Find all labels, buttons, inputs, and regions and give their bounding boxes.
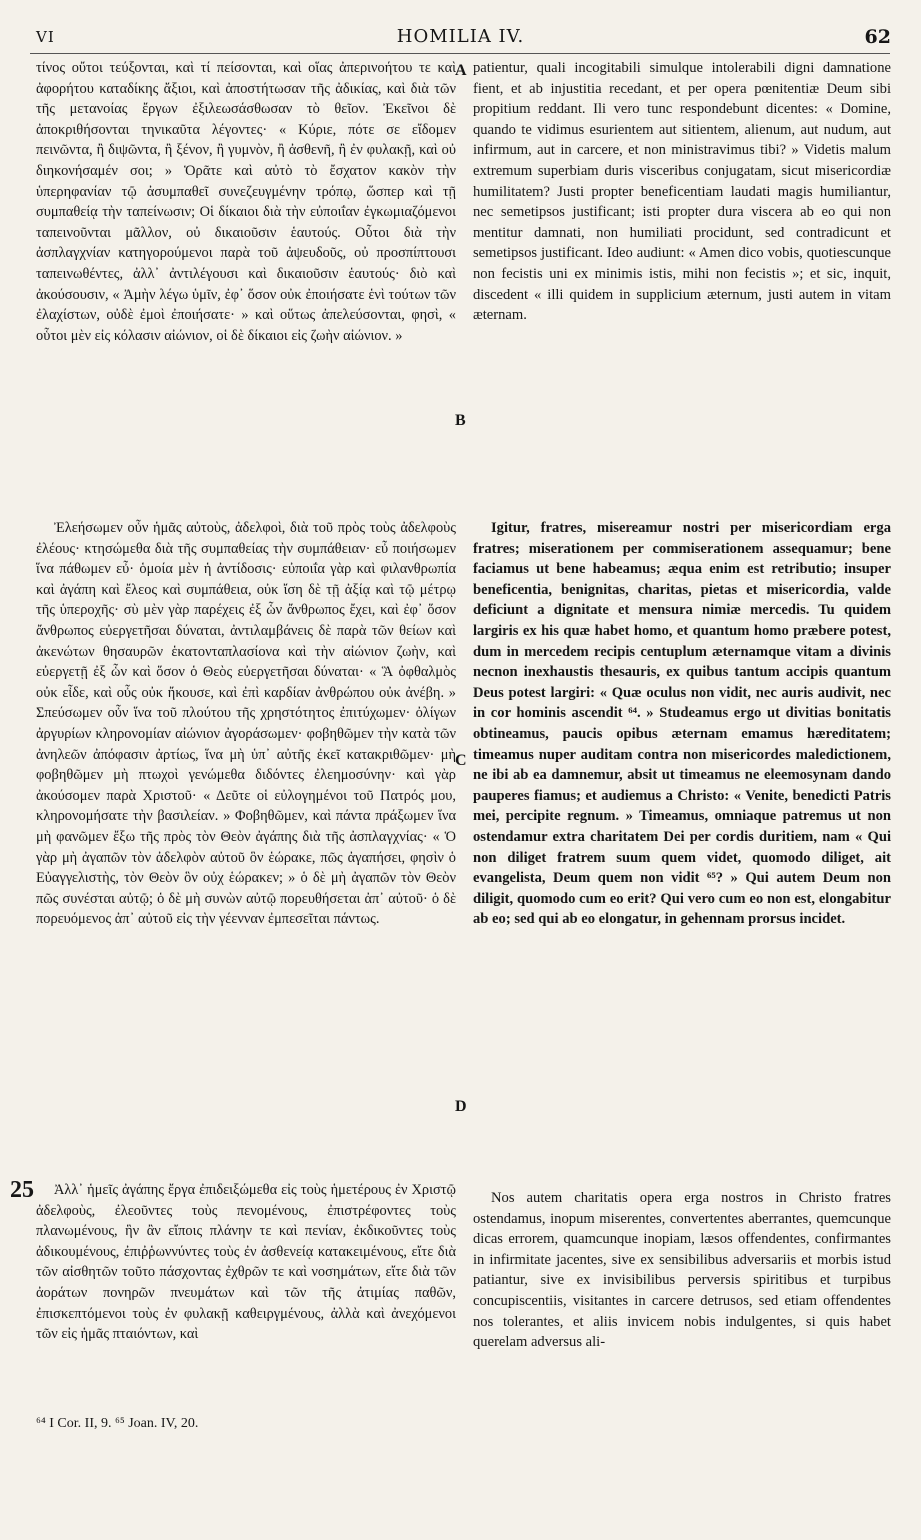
margin-letter-d: D xyxy=(455,1098,467,1115)
footnotes: ⁶⁴ I Cor. II, 9. ⁶⁵ Joan. IV, 20. xyxy=(36,1416,199,1431)
header-left-mark: VI xyxy=(36,28,55,46)
page-header xyxy=(0,22,921,52)
page-number: 62 xyxy=(864,26,891,48)
greek-paragraph-3: Ἀλλ᾽ ἡμεῖς ἀγάπης ἔργα ἐπιδειξώμεθα εἰς τοὺς ἡμετέρους ἐν Χριστῷ ἀδελφοὺς, ἐλεοῦντες τοὺς πενομένους, ἐπιστρέφοντες τοὺς πλανωμένους, ἣν ἂν εἴποις πλάνην τε καὶ πενίαν, ἐκδικοῦντες τοὺς ἀδικουμένους, ἐπιῤῥωννύντες τοὺς ἐν ἀσθενείᾳ κατακειμένους, εἴτε διὰ τῶν αἰσθητῶν τοῦτο πάσχοντας ἐχθρῶν τε καὶ νοσημάτων, εἴτε διὰ τῶν ἀοράτων πονηρῶν πνευμάτων καὶ τῶν τῆς ἀτιμίας παθῶν, ἐπισκεπτόμενοι τοὺς ἐν φυλακῇ καθειργμένους, ἀλλὰ καὶ ἀνεχόμενοι τῶν εἰς ἡμᾶς πταιόντων, καὶ xyxy=(36,1182,456,1343)
margin-letter-c: C xyxy=(455,752,467,769)
greek-column xyxy=(36,58,456,1450)
latin-column xyxy=(473,58,891,1458)
latin-paragraph-1: patientur, quali incogitabili simulque intolerabili digni damnatione fient, et ab injustitia recedant, et per opera pœnitentiæ Deum sibi propitium reddant. Ili vero tunc respondebunt dicentes: « Domine, quando te vidimus esurientem aut sitientem, alienum, aut nudum, aut infirmum, aut in carcere, et non ministravimus tibi? » Videtis malum extremum superbiam duris visceribus conjugatam, sicut misericordiæ humilitatem? Justi propter beneficentiam laudati magis humiliantur, nec semetipsos justificant; isti propter dura viscera ab eo qui non mentitur damnati, non humiliati procidunt, sed contradicunt et semetipsos justificant. Ideo audiunt: « Amen dico vobis, quotiescunque non fecistis uni ex minimis istis, mihi non fecistis »; et sic, inquit, discedent « illi quidem in supplicium æternum, justi autem in vitam æternam. xyxy=(473,60,891,324)
margin-letter-b: B xyxy=(455,412,466,429)
greek-paragraph-2: Ἐλεήσωμεν οὖν ἡμᾶς αὐτοὺς, ἀδελφοὶ, διὰ τοῦ πρὸς τοὺς ἀδελφοὺς ἐλέους· κτησώμεθα διὰ τῆς συμπαθείας τὴν συμπάθειαν· εὖ ποιήσωμεν ἵνα πάθωμεν εὖ· ὁμοία μὲν ἡ ἀντίδοσις· εὐποιΐα γὰρ καὶ φιλανθρωπία καὶ ἀγάπη καὶ ἔλεος καὶ συμπάθεια, οὐκ ἴση δὲ τῇ ἀξίᾳ καὶ τῷ μέτρῳ τῆς ὑπεροχῆς· σὺ μὲν γὰρ παρέχεις ἐξ ὧν ἄνθρωπος ἔχει, καὶ ἐφ᾽ ὅσον ἄνθρωπος εὐεργετῆσαι δύναται, ἀντιλαμβάνεις δὲ παρὰ τῶν θείων καὶ ἀκενώτων θησαυρῶν ἑκατονταπλασίονα καὶ τὴν αἰώνιον ζωὴν, καὶ εὐεργετῇ ἐξ ὧν καὶ ὅσον ὁ Θεὸς εὐεργετῆσαι δύναται· « Ἃ ὀφθαλμὸς οὐκ εἶδε, καὶ οὖς οὐκ ἤκουσε, καὶ ἐπὶ καρδίαν ἀνθρώπου οὐκ ἀνέβη. » Σπεύσωμεν οὖν ἵνα τοῦ πλούτου τῆς χρηστότητος ἐπιτύχωμεν· ὀλίγων ἀργυρίων κληρονομίαν αἰώνιον ἀγοράσωμεν· φοβηθῶμεν τὴν κατὰ τῶν ἀνηλεῶν ἀπόφασιν ἀρτίως, ἵνα μὴ ὑπ᾽ αὐτῆς ἐκεῖ κατακριθῶμεν· μὴ φοβηθῶμεν μὴ πτωχοὶ γενώμεθα διδόντες ἐλεημοσύνην· καὶ γὰρ ἀκούσομεν παρὰ Χριστοῦ· « Δεῦτε οἱ εὐλογημένοι τοῦ Πατρός μου, κληρονομήσατε τὴν βασιλείαν. » Φοβηθῶμεν, καὶ πάντα πράξωμεν ἵνα μὴ φανῶμεν ἔξω τῆς πρὸς τὸν Θεὸν ἀγάπης διὰ τῆς ἀσπλαγχνίας· « Ὁ γὰρ μὴ ἀγαπῶν τὸν ἀδελφὸν αὐτοῦ ὃν ἑώρακε, πῶς ἀγαπήσει, φησὶν ὁ Εὐαγγελιστὴς, τὸν Θεὸν ὃν οὐχ ἑώρακεν; » ὁ δὲ μὴ ἀγαπῶν τὸν Θεὸν πῶς συνέσται αὐτῷ; ὁ δὲ μὴ συνὼν αὐτῷ πορευθήσεται ἀπ᾽ αὐτοῦ· ὁ δὲ πορευόμενος ἀπ᾽ αὐτοῦ εἰς τὴν γέενναν ἐμπεσεῖται πάντως. xyxy=(36,520,456,928)
section-number: 25 xyxy=(10,1177,34,1203)
latin-paragraph-3: Nos autem charitatis opera erga nostros in Christo fratres ostendamus, inopum miserentes, convertentes aberrantes, quemcunque dicas errorem, quamcunque inopiam, læsos offendentes, confirmantes in infirmitate jacentes, sive ex sensibilibus adversariis et morbis istud patiantur, sive ex invisibilibus perversis spiritibus et turpibus concupiscentiis, visitantes in carcere detrusos, sed etiam offendentes nos tolerantes, et aliis invicem nobis indulgentes, si quis habet querelam adversus ali- xyxy=(473,1190,891,1351)
running-title: HOMILIA IV. xyxy=(396,26,525,47)
header-rule xyxy=(30,53,890,54)
greek-paragraph-1: τίνος οὔτοι τεύξονται, καὶ τί πείσονται, καὶ οἵας ἀπερινοήτου τε καὶ ἀφορήτου καταδίκης ἄξιοι, καὶ ἀποστήτωσαν τῆς ἀδικίας, καὶ διὰ τῶν τῆς μετανοίας ἔργων ἐξιλεωσάσθωσαν τὸ θεῖον. Ἐκεῖνοι δὲ ἀποκριθήσονται τηνικαῦτα λέγοντες· « Κύριε, πότε σε εἴδομεν πεινῶντα, ἢ διψῶντα, ἢ ξένον, ἢ γυμνὸν, ἢ ἀσθενῆ, ἢ ἐν φυλακῇ, καὶ οὐ διηκονήσαμέν σοι; » Ὁρᾶτε καὶ αὐτὸ τὸ ἔσχατον κακὸν τὴν ὑπερηφανίαν τῷ ἀσυμπαθεῖ συνεζευγμένην τρόπῳ, ὥσπερ καὶ τῇ συμπαθείᾳ τὴν ταπείνωσιν; Οἱ δίκαιοι διὰ τὴν εὐποιΐαν ἐγκωμιαζόμενοι ταπεινοῦνται μᾶλλον, οὐ δικαιοῦσιν ἑαυτούς. Οὗτοι διὰ τὴν ἀσπλαγχνίαν κατηγορούμενοι παρὰ τοῦ ἀψευδοῦς, οὐ προσπίπτουσι ταπεινωθέντες, ἀλλ᾽ ἀντιλέγουσι καὶ δικαιοῦσιν ἑαυτούς· διὸ καὶ ἀκούσουσιν, « Ἀμὴν λέγω ὑμῖν, ἐφ᾽ ὅσον οὐκ ἐποιήσατε ἑνὶ τούτων τῶν ἐλαχίστων, οὐδὲ ἐμοὶ ἐποιήσατε· » καὶ οὕτως ἀπελεύσονται, φησὶ, « οὗτοι μὲν εἰς κόλασιν αἰώνιον, οἱ δὲ δίκαιοι εἰς ζωὴν αἰώνιον. » xyxy=(36,60,456,344)
margin-letter-a: A xyxy=(455,62,467,79)
latin-paragraph-2: Igitur, fratres, misereamur nostri per misericordiam erga fratres; miserationem per commiserationem assequamur; bene faciamus ut bene habeamus; æqua enim est retributio; insuper beneficentia, benignitas, charitas, pietas et misericordia, valde deficiunt a dignitate et mensura nimiæ mercedis. Tu quidem largiris ex his quæ habet homo, et quantum homo præbere potest, dum in mercedem recipis centuplum æternamque vitam a divinis necnon inexhaustis thesauris, ex quibus tantum accipis quantum Deus potest largiri: « Quæ oculus non vidit, nec auris audivit, nec in cor hominis ascendit ⁶⁴. » Studeamus ergo ut divitias bonitatis obtineamus, paucis opibus æternam emamus hæreditatem; timeamus nuper auditam contra non misericordes maledictionem, ne ibi ab ea damnemur, absit ut timeamus ne eleemosynam dando pauperes fiamus; et audiemus a Christo: « Venite, benedicti Patris mei, percipite regnum. » Timeamus, omniaque patremus ut non ostendamur extra charitatem Dei per cordis duritiem, nam « Qui non diliget fratrem suum quem videt, quomodo diliget, ait evangelista, Deum quem non vidit ⁶⁵? » Qui autem Deum non diligit, quomodo cum eo erit? Qui vero cum eo non est, elongabitur ab eo; sed qui ab eo elongatur, in gehennam prorsus incidet. xyxy=(473,520,891,928)
